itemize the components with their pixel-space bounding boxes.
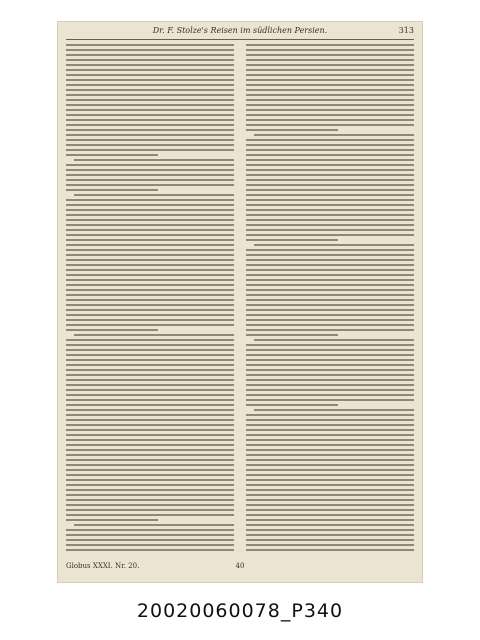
text-line [246, 544, 414, 546]
text-line [66, 149, 234, 151]
text-line [246, 184, 414, 186]
text-line [66, 209, 234, 211]
text-line [246, 129, 338, 131]
text-line [246, 474, 414, 476]
text-line [246, 144, 414, 146]
text-line [246, 274, 414, 276]
text-line [246, 319, 414, 321]
text-line [254, 134, 414, 136]
text-line [246, 169, 414, 171]
text-line [246, 534, 414, 536]
text-line [66, 279, 234, 281]
text-line [66, 379, 234, 381]
text-line [246, 364, 414, 366]
text-line [254, 339, 414, 341]
text-line [66, 544, 234, 546]
text-line [246, 329, 414, 331]
text-line [246, 389, 414, 391]
text-line [246, 99, 414, 101]
text-line [66, 69, 234, 71]
text-line [66, 249, 234, 251]
text-line [246, 159, 414, 161]
text-line [66, 374, 234, 376]
text-line [246, 454, 414, 456]
text-line [66, 79, 234, 81]
page-number: 313 [398, 26, 414, 35]
text-line [246, 434, 414, 436]
text-line [246, 444, 414, 446]
text-line [66, 224, 234, 226]
text-line [66, 244, 234, 246]
text-line [246, 139, 414, 141]
text-line [254, 409, 414, 411]
text-line [246, 404, 338, 406]
text-line [246, 424, 414, 426]
text-line [66, 489, 234, 491]
text-line [66, 164, 234, 166]
text-line [66, 219, 234, 221]
text-line [66, 59, 234, 61]
text-line [246, 259, 414, 261]
text-line [66, 549, 234, 551]
text-line [66, 504, 234, 506]
text-line [246, 394, 414, 396]
text-line [66, 264, 234, 266]
text-line [246, 374, 414, 376]
text-line [66, 199, 234, 201]
text-line [246, 234, 414, 236]
text-line [246, 484, 414, 486]
text-line [66, 304, 234, 306]
text-line [66, 534, 234, 536]
text-line [74, 159, 234, 161]
text-line [246, 94, 414, 96]
text-line [66, 144, 234, 146]
text-line [66, 229, 234, 231]
text-line [66, 464, 234, 466]
text-line [66, 444, 234, 446]
text-line [66, 499, 234, 501]
text-line [246, 459, 414, 461]
text-line [66, 324, 234, 326]
text-line [246, 344, 414, 346]
text-line [66, 404, 234, 406]
text-line [66, 454, 234, 456]
text-line [66, 359, 234, 361]
text-line [66, 274, 234, 276]
text-line [246, 359, 414, 361]
text-line [246, 69, 414, 71]
text-line [246, 509, 414, 511]
text-line [246, 49, 414, 51]
text-line [246, 479, 414, 481]
text-line [246, 449, 414, 451]
text-line [66, 119, 234, 121]
text-line [246, 239, 338, 241]
text-line [246, 334, 338, 336]
text-line [66, 214, 234, 216]
text-line [246, 44, 414, 46]
text-line [246, 299, 414, 301]
running-head [58, 26, 422, 38]
text-line [246, 74, 414, 76]
text-line [66, 44, 234, 46]
text-line [246, 384, 414, 386]
text-line [66, 329, 158, 331]
text-line [66, 429, 234, 431]
text-line [66, 409, 234, 411]
text-line [66, 254, 234, 256]
header-rule [66, 39, 414, 40]
text-line [66, 319, 234, 321]
text-line [246, 189, 414, 191]
text-line [66, 519, 158, 521]
text-line [66, 414, 234, 416]
text-line [246, 254, 414, 256]
text-line [246, 309, 414, 311]
text-line [246, 164, 414, 166]
text-line [66, 364, 234, 366]
text-line [66, 74, 234, 76]
text-line [246, 489, 414, 491]
text-line [246, 249, 414, 251]
text-line [66, 484, 234, 486]
text-line [66, 204, 234, 206]
text-line [246, 529, 414, 531]
text-line [246, 289, 414, 291]
text-column-right [246, 44, 414, 558]
text-line [246, 279, 414, 281]
text-line [246, 79, 414, 81]
text-line [246, 104, 414, 106]
text-line [246, 219, 414, 221]
text-line [66, 349, 234, 351]
text-column-left [66, 44, 234, 558]
text-line [246, 549, 414, 551]
text-line [74, 524, 234, 526]
text-line [66, 459, 234, 461]
text-line [246, 429, 414, 431]
text-line [246, 154, 414, 156]
text-line [246, 519, 414, 521]
text-line [66, 124, 234, 126]
text-line [66, 139, 234, 141]
text-line [246, 494, 414, 496]
text-line [66, 129, 234, 131]
text-line [66, 494, 234, 496]
text-line [66, 154, 158, 156]
text-line [66, 239, 234, 241]
text-line [246, 89, 414, 91]
text-line [246, 204, 414, 206]
text-line [246, 149, 414, 151]
footer-signature: Globus XXXI. Nr. 20. [66, 562, 140, 570]
text-line [66, 539, 234, 541]
text-line [66, 314, 234, 316]
text-line [246, 324, 414, 326]
text-line [246, 179, 414, 181]
book-page [58, 22, 422, 582]
text-line [246, 54, 414, 56]
text-line [66, 134, 234, 136]
text-line [246, 539, 414, 541]
text-line [66, 89, 234, 91]
text-line [66, 434, 234, 436]
text-line [66, 474, 234, 476]
text-line [66, 299, 234, 301]
text-line [246, 224, 414, 226]
text-line [246, 464, 414, 466]
text-line [246, 294, 414, 296]
text-line [66, 419, 234, 421]
text-line [66, 309, 234, 311]
text-line [66, 109, 234, 111]
text-line [66, 384, 234, 386]
text-line [66, 189, 158, 191]
running-head-title: Dr. F. Stolze's Reisen im südlichen Persien. [152, 26, 328, 35]
text-line [66, 424, 234, 426]
text-line [66, 49, 234, 51]
text-line [66, 284, 234, 286]
footer-sheet-number: 40 [235, 562, 245, 570]
text-line [66, 234, 234, 236]
text-line [246, 379, 414, 381]
text-line [246, 369, 414, 371]
page-footer [66, 562, 414, 574]
text-line [246, 439, 414, 441]
text-line [246, 469, 414, 471]
text-line [246, 414, 414, 416]
image-caption: 20020060078_P340 [136, 600, 344, 622]
text-line [246, 514, 414, 516]
text-line [246, 314, 414, 316]
text-line [246, 524, 414, 526]
text-line [246, 109, 414, 111]
text-line [246, 119, 414, 121]
text-line [246, 229, 414, 231]
text-line [66, 509, 234, 511]
text-line [246, 174, 414, 176]
text-line [66, 354, 234, 356]
text-line [246, 284, 414, 286]
text-line [246, 354, 414, 356]
text-line [66, 439, 234, 441]
text-line [246, 64, 414, 66]
text-line [66, 169, 234, 171]
text-line [66, 479, 234, 481]
text-line [66, 369, 234, 371]
text-line [66, 269, 234, 271]
text-line [66, 84, 234, 86]
text-line [246, 214, 414, 216]
text-line [66, 344, 234, 346]
text-line [246, 59, 414, 61]
text-line [66, 94, 234, 96]
text-line [66, 104, 234, 106]
text-line [66, 289, 234, 291]
text-line [66, 339, 234, 341]
text-line [246, 304, 414, 306]
text-line [246, 84, 414, 86]
text-line [66, 54, 234, 56]
text-line [246, 199, 414, 201]
text-line [246, 419, 414, 421]
text-line [66, 529, 234, 531]
text-line [246, 114, 414, 116]
text-line [66, 174, 234, 176]
text-line [66, 399, 234, 401]
text-line [74, 334, 234, 336]
text-line [246, 504, 414, 506]
text-line [66, 389, 234, 391]
text-line [66, 179, 234, 181]
text-line [246, 264, 414, 266]
text-line [246, 124, 414, 126]
text-line [246, 269, 414, 271]
text-line [246, 499, 414, 501]
text-line [66, 184, 234, 186]
text-line [246, 209, 414, 211]
text-line [66, 469, 234, 471]
text-line [66, 394, 234, 396]
text-line [66, 64, 234, 66]
text-line [66, 114, 234, 116]
text-line [66, 99, 234, 101]
text-line [66, 514, 234, 516]
text-line [66, 294, 234, 296]
text-line [74, 194, 234, 196]
text-line [254, 244, 414, 246]
text-line [246, 349, 414, 351]
text-line [66, 259, 234, 261]
text-line [66, 449, 234, 451]
text-line [246, 194, 414, 196]
text-line [246, 399, 414, 401]
